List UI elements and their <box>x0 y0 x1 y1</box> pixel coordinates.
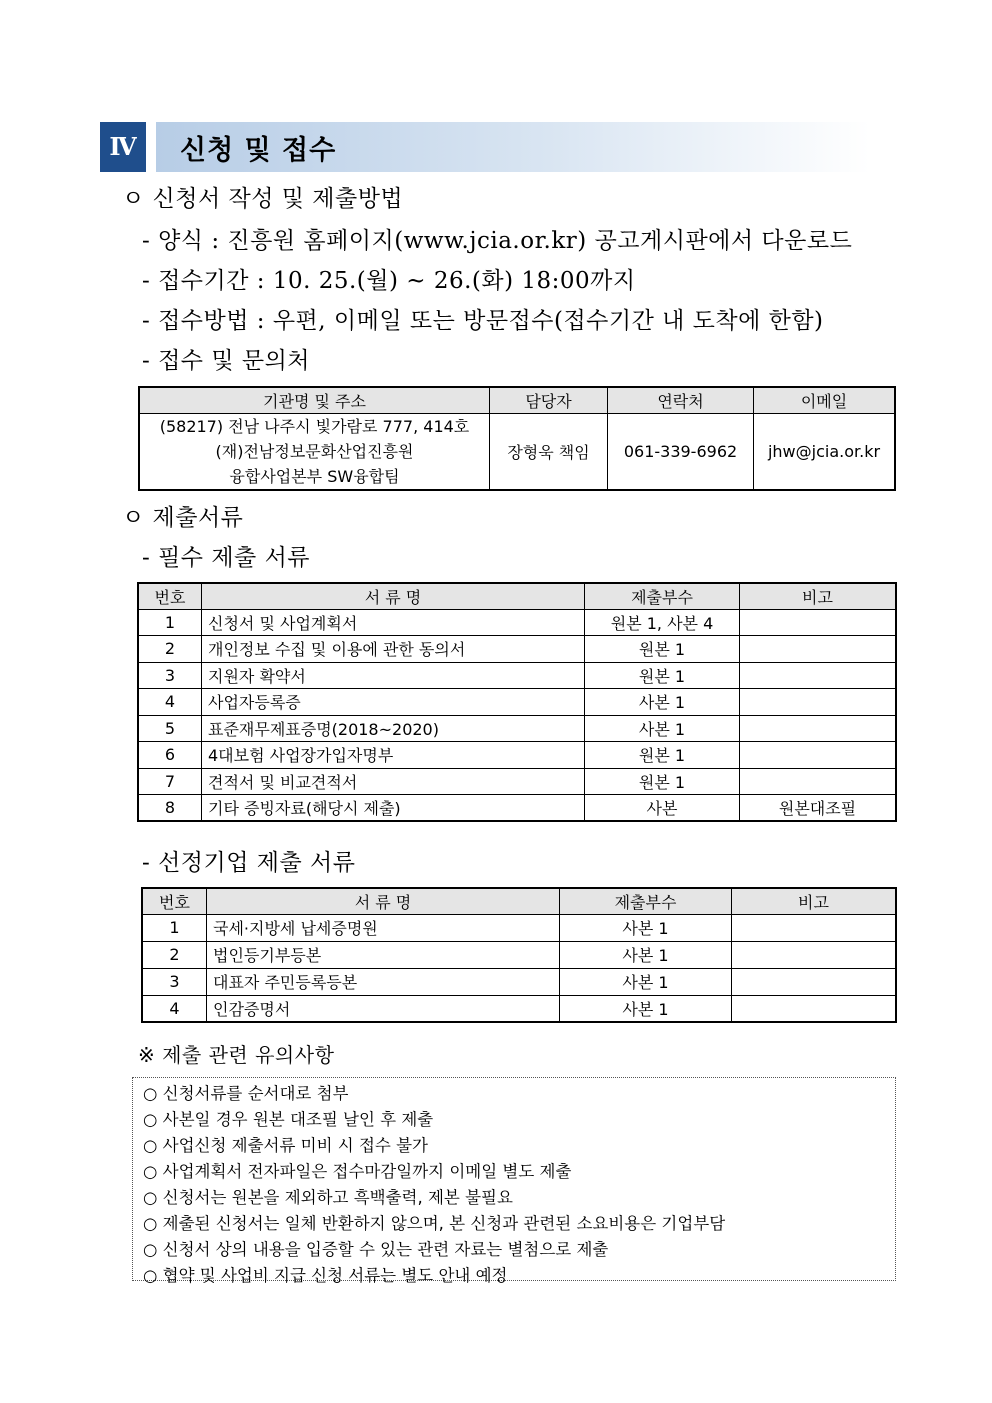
row-no: 1 <box>138 609 202 636</box>
row-note <box>732 995 897 1022</box>
row-doc-name: 법인등기부등본 <box>207 941 560 968</box>
row-no: 2 <box>142 941 207 968</box>
row-copies: 원본 1 <box>585 768 740 795</box>
contact-table <box>138 386 896 491</box>
table-row <box>142 968 896 995</box>
row-doc-name: 신청서 및 사업계획서 <box>202 609 585 636</box>
row-note <box>740 742 897 769</box>
notice-item: ○ 신청서 상의 내용을 입증할 수 있는 관련 자료는 별첨으로 제출 <box>143 1240 609 1259</box>
section-number: Ⅳ <box>100 122 146 172</box>
selected-docs-heading: - 선정기업 제출 서류 <box>142 850 356 876</box>
row-note <box>740 636 897 663</box>
notice-item: ○ 사업신청 제출서류 미비 시 접수 불가 <box>143 1136 428 1155</box>
section-title: 신청 및 접수 <box>180 135 337 166</box>
row-copies: 사본 1 <box>560 968 732 995</box>
table-row <box>138 795 896 822</box>
required-docs-table <box>137 582 897 822</box>
contact-header-email: 이메일 <box>754 387 896 413</box>
required-header-name: 서 류 명 <box>202 583 585 609</box>
row-note <box>740 662 897 689</box>
table-row <box>142 941 896 968</box>
row-no: 7 <box>138 768 202 795</box>
required-header-note: 비고 <box>740 583 897 609</box>
row-copies: 사본 1 <box>585 715 740 742</box>
table-row <box>138 715 896 742</box>
row-no: 2 <box>138 636 202 663</box>
docs-heading: ㅇ 제출서류 <box>122 505 244 531</box>
row-doc-name: 견적서 및 비교견적서 <box>202 768 585 795</box>
row-no: 3 <box>142 968 207 995</box>
row-no: 8 <box>138 795 202 822</box>
notice-item: ○ 사본일 경우 원본 대조필 날인 후 제출 <box>143 1110 434 1129</box>
row-no: 3 <box>138 662 202 689</box>
row-doc-name: 인감증명서 <box>207 995 560 1022</box>
notice-item: ○ 신청서는 원본을 제외하고 흑백출력, 제본 불필요 <box>143 1188 513 1207</box>
notice-item: ○ 사업계획서 전자파일은 접수마감일까지 이메일 별도 제출 <box>143 1162 572 1181</box>
row-no: 4 <box>142 995 207 1022</box>
contact-header-person: 담당자 <box>490 387 608 413</box>
row-copies: 원본 1 <box>585 662 740 689</box>
row-doc-name: 사업자등록증 <box>202 689 585 716</box>
notice-heading: ※ 제출 관련 유의사항 <box>138 1043 335 1067</box>
table-row <box>138 742 896 769</box>
row-note <box>740 689 897 716</box>
notice-item: ○ 제출된 신청서는 일체 반환하지 않으며, 본 신청과 관련된 소요비용은 기업부담 <box>143 1214 726 1233</box>
selected-header-note: 비고 <box>732 888 897 914</box>
method-line: - 접수방법 : 우편, 이메일 또는 방문접수(접수기간 내 도착에 한함) <box>142 308 824 334</box>
contact-email: jhw@jcia.or.kr <box>754 413 896 490</box>
row-copies: 사본 1 <box>560 995 732 1022</box>
contact-phone: 061-339-6962 <box>608 413 754 490</box>
row-note <box>740 609 897 636</box>
row-doc-name: 개인정보 수집 및 이용에 관한 동의서 <box>202 636 585 663</box>
notice-box <box>132 1077 896 1285</box>
row-copies: 사본 1 <box>560 941 732 968</box>
selected-header-copies: 제출부수 <box>560 888 732 914</box>
row-note: 원본대조필 <box>740 795 897 822</box>
row-copies: 원본 1 <box>585 636 740 663</box>
contact-header-phone: 연락처 <box>608 387 754 413</box>
row-no: 1 <box>142 914 207 941</box>
table-row <box>138 662 896 689</box>
contact-address <box>139 413 490 490</box>
contact-line: - 접수 및 문의처 <box>142 348 311 374</box>
selected-header-name: 서 류 명 <box>207 888 560 914</box>
row-copies: 사본 1 <box>585 689 740 716</box>
row-copies: 원본 1, 사본 4 <box>585 609 740 636</box>
contact-header-org: 기관명 및 주소 <box>139 387 490 413</box>
notice-item: ○ 협약 및 사업비 지급 신청 서류는 별도 안내 예정 <box>143 1266 508 1285</box>
row-note <box>732 914 897 941</box>
form-line: - 양식 : 진흥원 홈페이지(www.jcia.or.kr) 공고게시판에서 다운로드 <box>142 228 853 254</box>
address-line: 융합사업본부 SW융합팀 <box>229 466 400 486</box>
row-no: 6 <box>138 742 202 769</box>
required-header-copies: 제출부수 <box>585 583 740 609</box>
address-line: (재)전남정보문화산업진흥원 <box>215 441 414 461</box>
table-row <box>138 689 896 716</box>
period-line: - 접수기간 : 10. 25.(월) ~ 26.(화) 18:00까지 <box>142 268 636 294</box>
row-note <box>740 715 897 742</box>
row-note <box>740 768 897 795</box>
row-copies: 원본 1 <box>585 742 740 769</box>
row-no: 4 <box>138 689 202 716</box>
row-doc-name: 대표자 주민등록등본 <box>207 968 560 995</box>
row-note <box>732 941 897 968</box>
address-line: (58217) 전남 나주시 빛가람로 777, 414호 <box>159 416 470 436</box>
row-doc-name: 표준재무제표증명(2018~2020) <box>202 715 585 742</box>
row-doc-name: 기타 증빙자료(해당시 제출) <box>202 795 585 822</box>
table-row <box>138 609 896 636</box>
row-copies: 사본 <box>585 795 740 822</box>
row-doc-name: 국세·지방세 납세증명원 <box>207 914 560 941</box>
table-row <box>138 636 896 663</box>
method-heading: ㅇ 신청서 작성 및 제출방법 <box>122 186 404 212</box>
row-note <box>732 968 897 995</box>
selected-header-no: 번호 <box>142 888 207 914</box>
row-copies: 사본 1 <box>560 914 732 941</box>
required-header-no: 번호 <box>138 583 202 609</box>
row-doc-name: 4대보험 사업장가입자명부 <box>202 742 585 769</box>
table-row <box>142 995 896 1022</box>
table-row <box>138 768 896 795</box>
contact-person: 장형욱 책임 <box>490 413 608 490</box>
table-row <box>142 914 896 941</box>
row-doc-name: 지원자 확약서 <box>202 662 585 689</box>
notice-item: ○ 신청서류를 순서대로 첨부 <box>143 1084 349 1103</box>
row-no: 5 <box>138 715 202 742</box>
selected-docs-table <box>141 887 897 1023</box>
required-docs-heading: - 필수 제출 서류 <box>142 545 311 571</box>
